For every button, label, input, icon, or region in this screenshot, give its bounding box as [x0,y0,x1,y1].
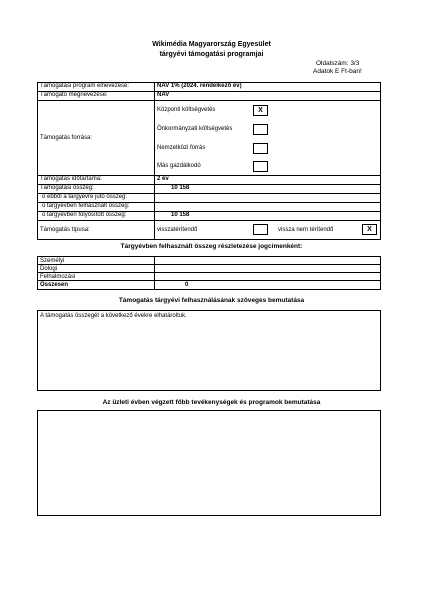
type-returnable-checkbox[interactable] [253,224,268,235]
page-number: Oldalszám: 3/3 [316,60,360,67]
source-option-label: Önkormányzati költségvetés [157,126,233,132]
breakdown-row-label: Felhalmozási [37,272,155,281]
usage-description-box[interactable]: A támogatás összegét a következő évekre elhatároltuk. [37,310,381,391]
type-label: Támogatás típusa: [37,220,155,240]
breakdown-title: Tárgyévben felhasznált összeg részletezése jogcímenként: [120,243,303,250]
subrow-label: o ebből a tárgyévre jutó összeg: [37,193,155,203]
source-checkbox-municipal[interactable] [253,124,268,135]
subrow-label: o tárgyévben folyósított összeg: [37,211,155,221]
supporter-label: Támogató megnevezése: [37,91,155,101]
organization-title: Wikimédia Magyarország Egyesület [152,41,271,48]
breakdown-total-label: Összesen [37,280,155,290]
subrow-label: o tárgyévben felhasznált összeg: [37,202,155,212]
breakdown-row-label: Dologi [37,264,155,273]
source-checkbox-other[interactable] [253,161,268,172]
usage-description-title: Támogatás tárgyévi felhasználásának szöveges bemutatása [118,297,305,304]
source-option-label: Nemzetközi forrás [157,145,206,151]
program-name-label: Támogatási program elnevezése: [37,82,155,92]
supporter-value: NAV [154,91,381,101]
type-nonreturnable-checkbox[interactable]: X [362,224,377,235]
duration-value: 2 év [154,175,381,185]
subrow-value: 10 158 [154,211,381,221]
breakdown-row-label: Személyi [37,256,155,265]
type-returnable-label: visszatérítendő [157,227,198,233]
currency-note: Adatok E Ft-ban! [313,68,362,75]
source-option-label: Központi költségvetés [157,107,216,113]
activities-box[interactable] [37,410,381,516]
activities-title: Az üzleti évben végzett főbb tevékenységek és programok bemutatása [102,399,321,406]
duration-label: Támogatás időtartama: [37,175,155,185]
program-name-value: NAV 1% (2024. rendelkező év) [154,82,381,92]
source-label: Támogatás forrása: [37,100,155,176]
amount-value: 10 158 [154,184,381,194]
source-checkbox-international[interactable] [253,143,268,154]
source-checkbox-central[interactable]: X [253,105,268,116]
source-option-label: Más gazdálkodó [157,163,201,169]
type-nonreturnable-label: vissza nem térítendő [278,227,334,233]
amount-label: Támogatási összeg: [37,184,155,194]
breakdown-total-value: 0 [154,280,381,290]
document-subtitle: tárgyévi támogatási programjai [159,51,264,58]
